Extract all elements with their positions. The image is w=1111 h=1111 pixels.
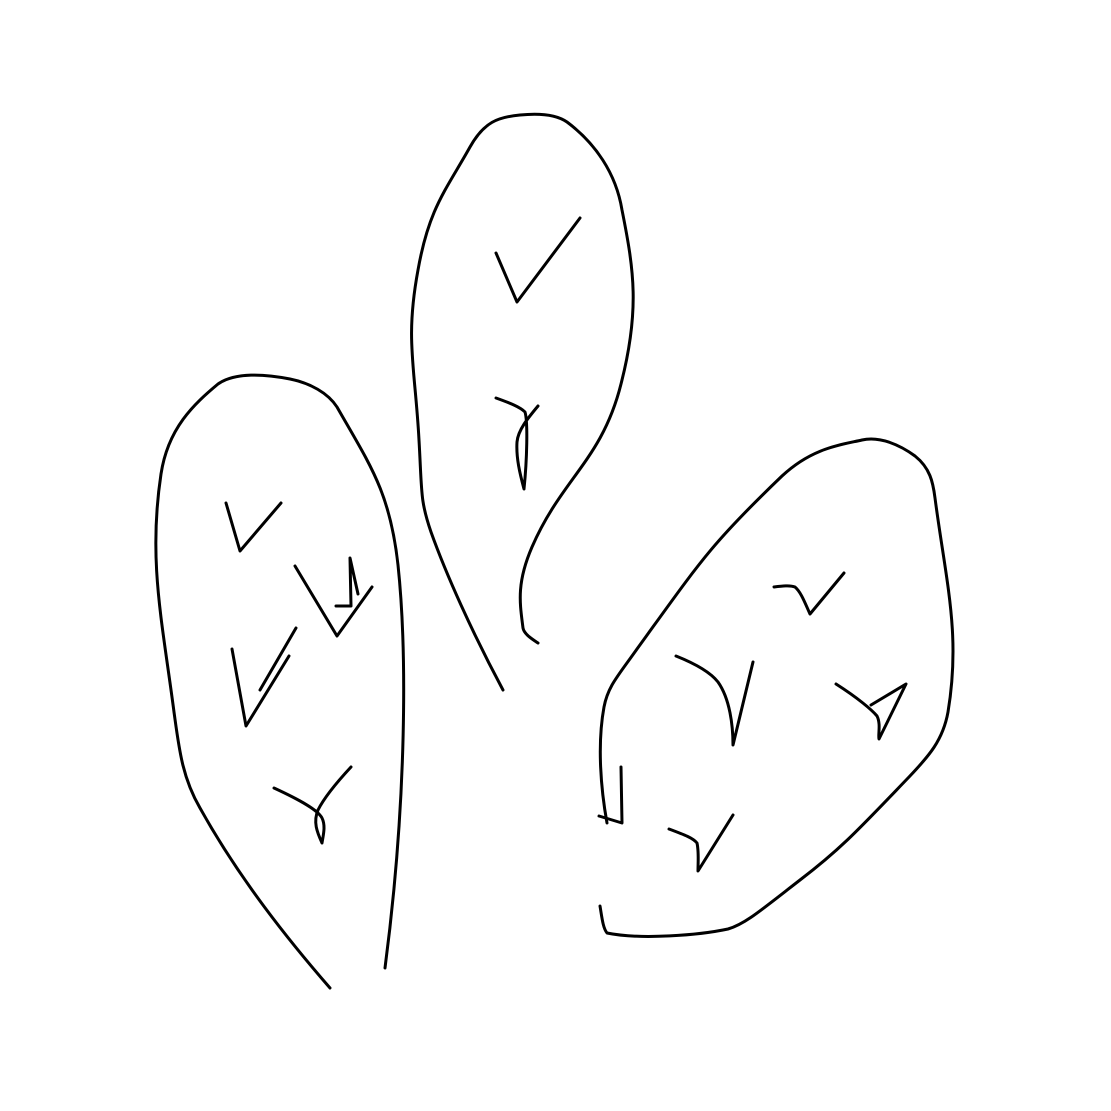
left-leaf-vein-mark	[260, 628, 296, 690]
left-leaf-vein-mark	[274, 767, 351, 843]
middle-leaf-vein-mark	[496, 218, 580, 302]
left-leaf-vein-mark	[226, 503, 281, 551]
left-leaf-vein-mark	[295, 566, 372, 636]
left-leaf	[156, 375, 404, 988]
right-leaf-vein-mark	[774, 573, 844, 614]
right-leaf-vein-mark	[676, 656, 753, 745]
right-leaf	[599, 439, 953, 936]
middle-leaf-outline	[412, 114, 634, 690]
left-leaf-vein-mark	[336, 558, 358, 606]
left-leaf-outline	[156, 375, 404, 988]
middle-leaf-vein-mark	[496, 398, 538, 489]
right-leaf-vein-mark	[669, 815, 733, 871]
right-leaf-vein-mark	[836, 684, 906, 739]
middle-leaf	[412, 114, 634, 690]
